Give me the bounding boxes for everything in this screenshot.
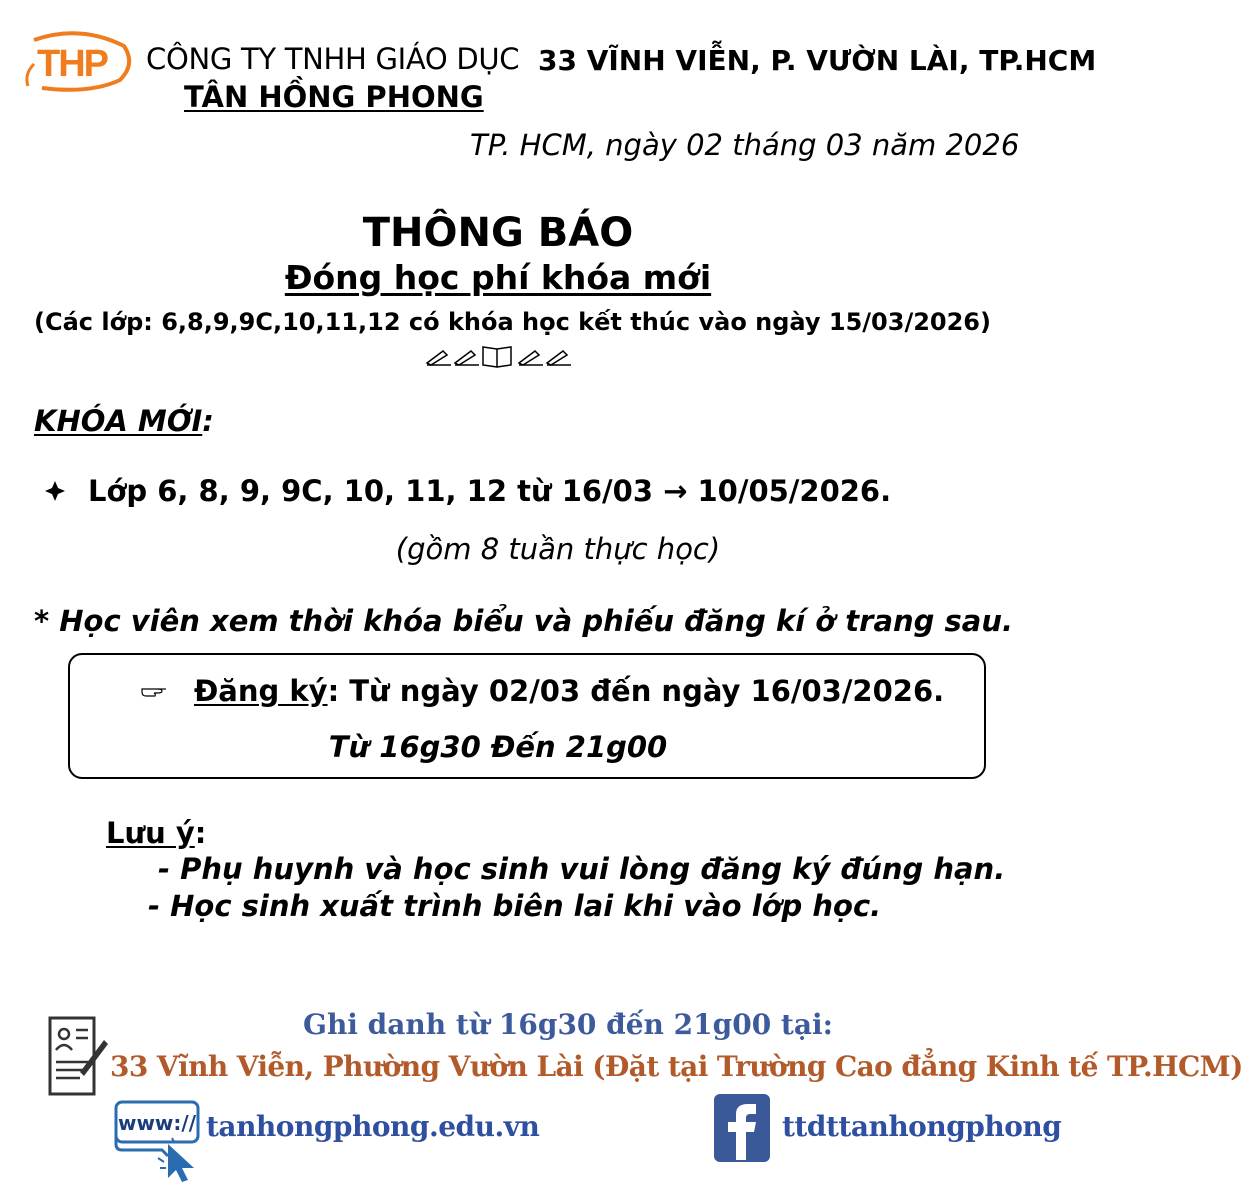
course-bullet-text: Lớp 6, 8, 9, 9C, 10, 11, 12 từ 16/03 → 10/05/2026. (88, 474, 892, 508)
registration-hours: Từ 16g30 Đến 21g00 (328, 730, 668, 764)
company-name-line2: TÂN HỒNG PHONG (184, 80, 484, 114)
facebook-icon (714, 1094, 770, 1162)
company-address: 33 VĨNH VIỄN, P. VƯỜN LÀI, TP.HCM (538, 44, 1097, 77)
ornament-divider (0, 343, 1026, 373)
pen-book-icon (423, 343, 573, 369)
logo-text: THP (37, 43, 107, 85)
pointing-hand-icon (140, 683, 168, 699)
note-item: - Phụ huynh và học sinh vui lòng đăng ký đúng hạn. (158, 852, 1006, 886)
company-logo (20, 30, 132, 94)
website-link[interactable]: tanhongphong.edu.vn (206, 1110, 540, 1143)
notice-subtitle: Đóng học phí khóa mới (284, 258, 712, 297)
diamond-bullet-icon (44, 480, 66, 502)
website-icon (112, 1098, 204, 1184)
new-course-label-colon: : (202, 404, 214, 438)
weeks-note: (gồm 8 tuần thực học) (395, 532, 721, 566)
facebook-link[interactable]: ttdttanhongphong (782, 1110, 1062, 1143)
notes-label-colon: : (194, 816, 207, 850)
registration-label: Đăng ký (194, 674, 328, 708)
classes-note: (Các lớp: 6,8,9,9C,10,11,12 có khóa học kết thúc vào ngày 15/03/2026) (34, 308, 991, 336)
new-course-label-text: KHÓA MỚI (34, 404, 203, 438)
notes-label (106, 816, 206, 850)
note-item: - Học sinh xuất trình biên lai khi vào lớp học. (148, 889, 882, 923)
company-name-line1: CÔNG TY TNHH GIÁO DỤC (146, 42, 520, 76)
notice-title: THÔNG BÁO (362, 210, 634, 256)
notes-label-text: Lưu ý (106, 816, 195, 850)
www-label: www:// (117, 1111, 197, 1135)
enroll-time-line: Ghi danh từ 16g30 đến 21g00 tại: (303, 1008, 833, 1041)
registration-dates: : Từ ngày 02/03 đến ngày 16/03/2026. (327, 674, 945, 708)
course-bullet (44, 474, 891, 508)
enroll-address-line: 33 Vĩnh Viễn, Phường Vườn Lài (Đặt tại Trường Cao đẳng Kinh tế TP.HCM) (110, 1050, 1243, 1083)
new-course-label (34, 404, 214, 438)
student-note: * Học viên xem thời khóa biểu và phiếu đăng kí ở trang sau. (34, 604, 1014, 638)
document-date: TP. HCM, ngày 02 tháng 03 năm 2026 (470, 128, 1020, 162)
registration-row (140, 674, 944, 708)
